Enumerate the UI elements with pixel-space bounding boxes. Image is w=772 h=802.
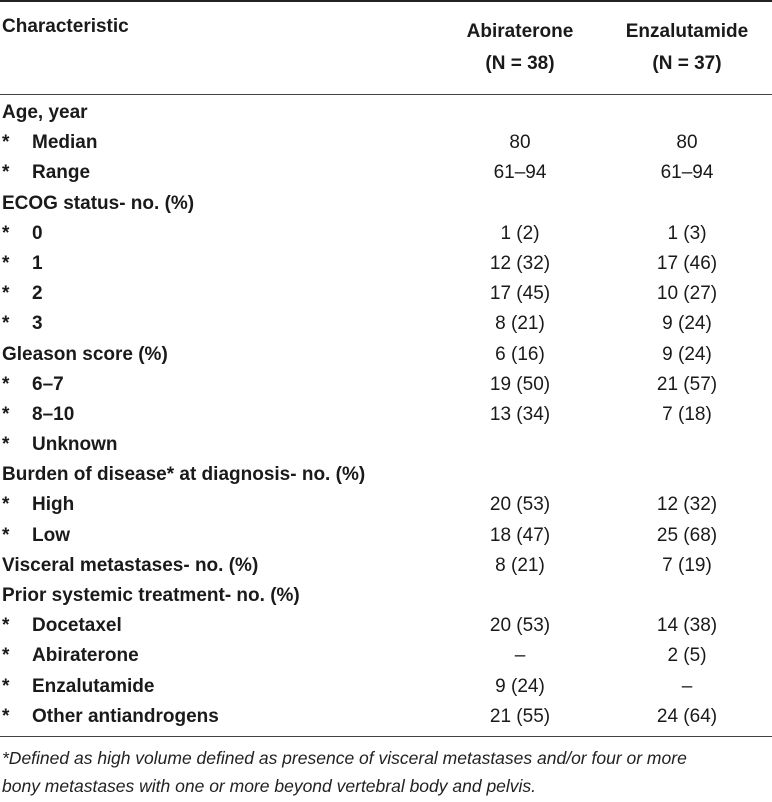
table-body bbox=[0, 98, 772, 732]
bullet-marker: * bbox=[2, 494, 10, 516]
cell-enzalutamide: 61–94 bbox=[660, 162, 714, 184]
table-section-row bbox=[0, 581, 772, 611]
table-footnote bbox=[2, 744, 772, 800]
row-label: Abiraterone bbox=[32, 645, 139, 667]
table-section-row bbox=[0, 189, 772, 219]
cell-enzalutamide: – bbox=[681, 675, 693, 697]
table-row bbox=[0, 430, 772, 460]
cell-abiraterone: 19 (50) bbox=[489, 373, 551, 395]
cell-abiraterone: 20 (53) bbox=[489, 615, 551, 637]
header-rule bbox=[0, 94, 772, 95]
table-row bbox=[0, 400, 772, 430]
bullet-marker: * bbox=[2, 132, 10, 154]
cell-abiraterone: 6 (16) bbox=[495, 343, 545, 365]
table-section-row bbox=[0, 98, 772, 128]
table-header bbox=[0, 14, 772, 94]
section-label: ECOG status- no. (%) bbox=[2, 192, 195, 214]
footnote-line-2: bony metastases with one or more beyond vertebral body and pelvis. bbox=[2, 776, 537, 796]
table-row bbox=[0, 641, 772, 671]
header-enzalutamide bbox=[612, 16, 762, 80]
bullet-marker: * bbox=[2, 313, 10, 335]
row-label: 0 bbox=[32, 222, 43, 244]
table-row bbox=[0, 611, 772, 641]
row-label: Low bbox=[32, 524, 70, 546]
cell-enzalutamide: 2 (5) bbox=[667, 645, 707, 667]
table-row bbox=[0, 158, 772, 188]
table-row bbox=[0, 672, 772, 702]
cell-abiraterone: 9 (24) bbox=[495, 675, 545, 697]
bullet-marker: * bbox=[2, 162, 10, 184]
row-label: Enzalutamide bbox=[32, 675, 155, 697]
cell-abiraterone: 17 (45) bbox=[489, 283, 551, 305]
bullet-marker: * bbox=[2, 403, 10, 425]
cell-abiraterone: 8 (21) bbox=[495, 313, 545, 335]
cell-enzalutamide: 80 bbox=[676, 132, 698, 154]
cell-enzalutamide: 21 (57) bbox=[656, 373, 718, 395]
table-row bbox=[0, 309, 772, 339]
cell-enzalutamide: 14 (38) bbox=[656, 615, 718, 637]
table-row bbox=[0, 128, 772, 158]
cell-enzalutamide: 9 (24) bbox=[662, 313, 712, 335]
cell-abiraterone: 21 (55) bbox=[489, 705, 551, 727]
bullet-marker: * bbox=[2, 675, 10, 697]
bullet-marker: * bbox=[2, 434, 10, 456]
header-abiraterone-name: Abiraterone bbox=[466, 21, 574, 42]
bullet-marker: * bbox=[2, 615, 10, 637]
row-label: Unknown bbox=[32, 434, 118, 456]
bullet-marker: * bbox=[2, 222, 10, 244]
table-row bbox=[0, 249, 772, 279]
row-label: 2 bbox=[32, 283, 43, 305]
cell-enzalutamide: 25 (68) bbox=[656, 524, 718, 546]
cell-abiraterone: – bbox=[514, 645, 526, 667]
cell-enzalutamide: 24 (64) bbox=[656, 705, 718, 727]
cell-enzalutamide: 10 (27) bbox=[656, 283, 718, 305]
footnote-line-1: *Defined as high volume defined as presence of visceral metastases and/or four or more bbox=[2, 748, 687, 768]
cell-abiraterone: 80 bbox=[509, 132, 531, 154]
row-label: 8–10 bbox=[32, 403, 75, 425]
bullet-marker: * bbox=[2, 705, 10, 727]
table-row bbox=[0, 279, 772, 309]
cell-abiraterone: 8 (21) bbox=[495, 554, 545, 576]
cell-abiraterone: 61–94 bbox=[493, 162, 547, 184]
section-label: Gleason score (%) bbox=[2, 343, 168, 365]
row-label: 1 bbox=[32, 252, 43, 274]
top-rule bbox=[0, 0, 772, 2]
header-characteristic: Characteristic bbox=[2, 16, 129, 37]
cell-enzalutamide: 7 (18) bbox=[662, 403, 712, 425]
section-label: Burden of disease* at diagnosis- no. (%) bbox=[2, 464, 366, 486]
table-row bbox=[0, 521, 772, 551]
table-row bbox=[0, 219, 772, 249]
cell-enzalutamide: 17 (46) bbox=[656, 252, 718, 274]
row-label: Other antiandrogens bbox=[32, 705, 219, 727]
table-row bbox=[0, 490, 772, 520]
bullet-marker: * bbox=[2, 283, 10, 305]
cell-abiraterone: 12 (32) bbox=[489, 252, 551, 274]
header-abiraterone-n: (N = 38) bbox=[485, 53, 555, 74]
bottom-rule bbox=[0, 736, 772, 737]
bullet-marker: * bbox=[2, 524, 10, 546]
row-label: 6–7 bbox=[32, 373, 64, 395]
row-label: Docetaxel bbox=[32, 615, 122, 637]
section-label: Age, year bbox=[2, 102, 88, 123]
cell-enzalutamide: 9 (24) bbox=[662, 343, 712, 365]
cell-enzalutamide: 7 (19) bbox=[662, 554, 712, 576]
cell-abiraterone: 20 (53) bbox=[489, 494, 551, 516]
row-label: High bbox=[32, 494, 75, 516]
header-enzalutamide-n: (N = 37) bbox=[652, 53, 722, 74]
header-abiraterone bbox=[450, 16, 590, 80]
cell-enzalutamide: 12 (32) bbox=[656, 494, 718, 516]
cell-abiraterone: 13 (34) bbox=[489, 403, 551, 425]
header-enzalutamide-name: Enzalutamide bbox=[625, 21, 749, 42]
table-row bbox=[0, 370, 772, 400]
section-label: Prior systemic treatment- no. (%) bbox=[2, 585, 300, 606]
row-label: Range bbox=[32, 162, 91, 184]
table-section-row bbox=[0, 460, 772, 490]
row-label: 3 bbox=[32, 313, 43, 335]
bullet-marker: * bbox=[2, 252, 10, 274]
row-label: Median bbox=[32, 132, 98, 154]
cell-abiraterone: 1 (2) bbox=[500, 222, 540, 244]
cell-enzalutamide: 1 (3) bbox=[667, 222, 707, 244]
table-section-row bbox=[0, 340, 772, 370]
table-section-row bbox=[0, 551, 772, 581]
bullet-marker: * bbox=[2, 645, 10, 667]
cell-abiraterone: 18 (47) bbox=[489, 524, 551, 546]
table-row bbox=[0, 702, 772, 732]
bullet-marker: * bbox=[2, 373, 10, 395]
section-label: Visceral metastases- no. (%) bbox=[2, 554, 259, 576]
